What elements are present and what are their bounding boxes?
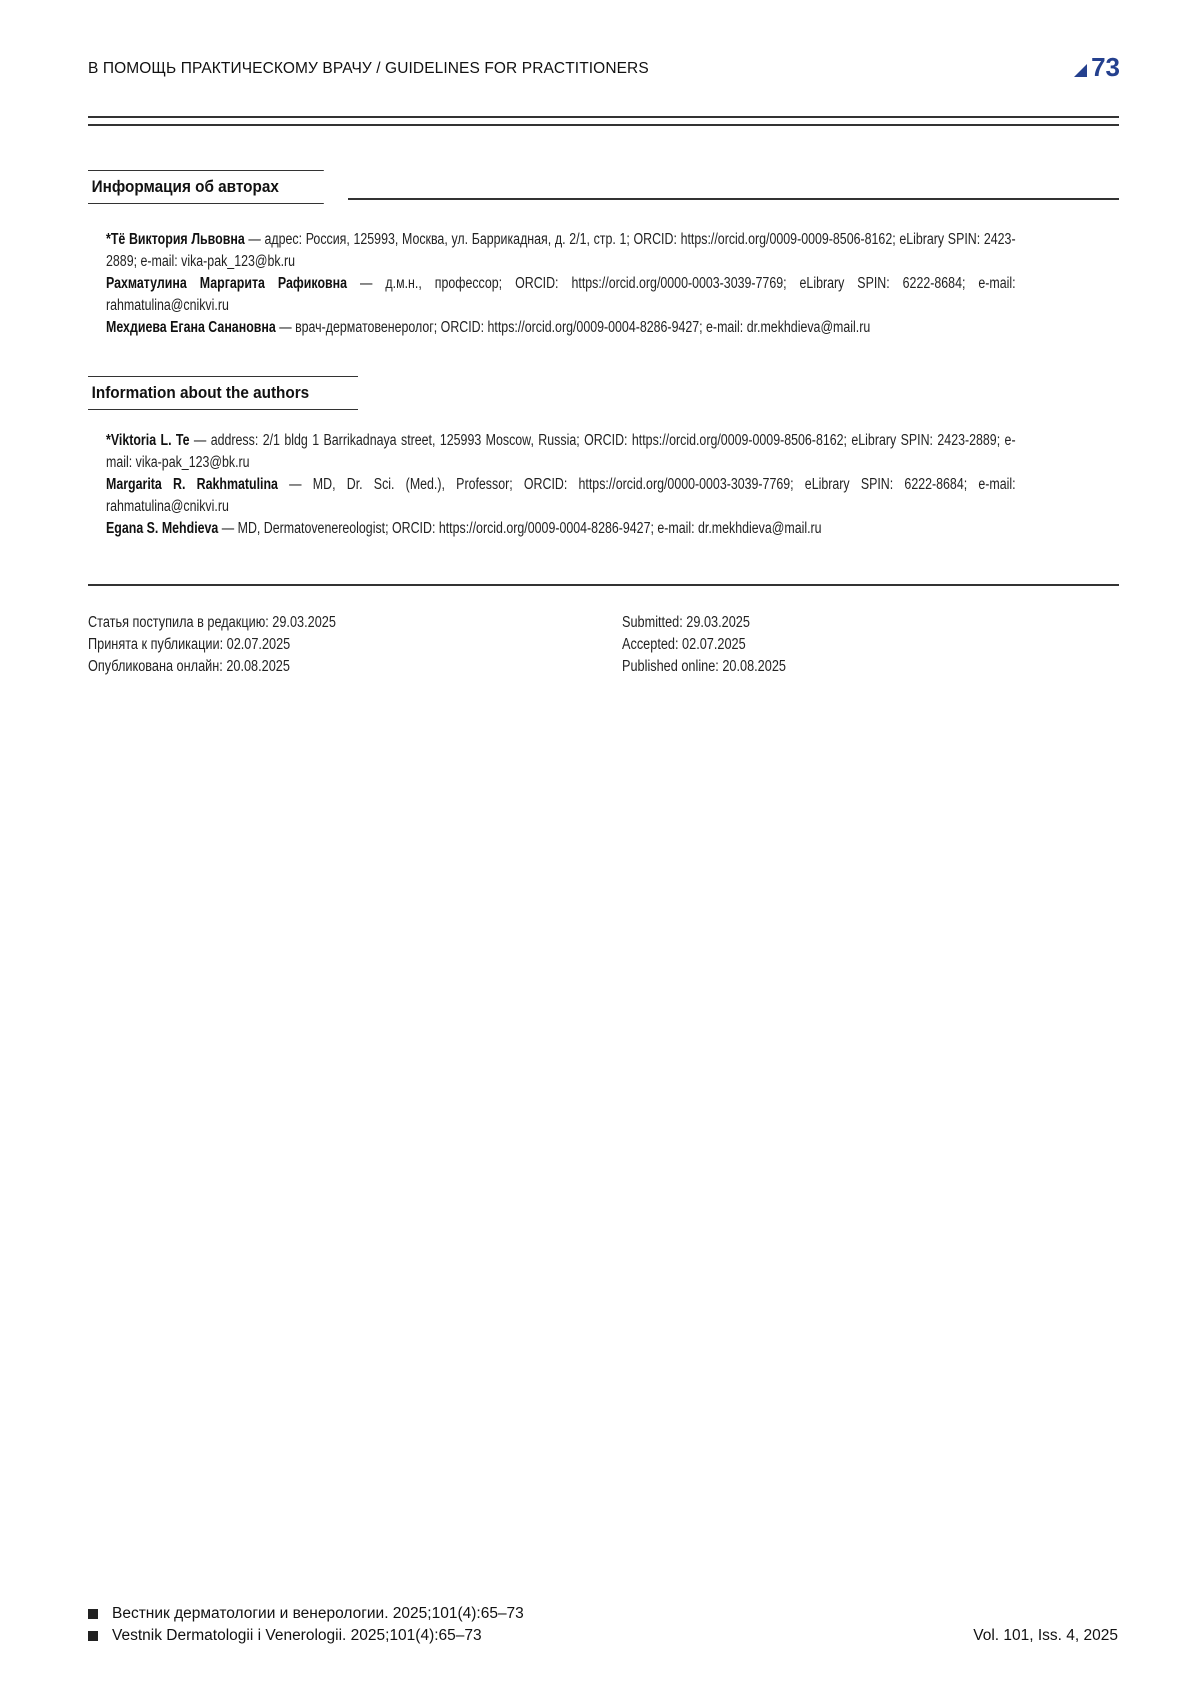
authors-en-heading: Information about the authors <box>88 376 358 410</box>
footer-citation-en <box>88 1627 482 1645</box>
square-bullet-icon <box>88 1609 98 1619</box>
author-details: — врач-дерматовенеролог; ORCID: https://orcid.org/0009-0004-8286-9427; e-mail: dr.mekhdieva@mail.ru <box>275 319 871 336</box>
authors-ru-heading: Информация об авторах <box>88 170 324 204</box>
triangle-icon <box>1074 64 1087 77</box>
author-entry <box>106 273 1016 317</box>
author-name: Мехдиева Егана Санановна <box>106 319 276 336</box>
author-details: — д.м.н., профессор; ORCID: https://orcid.org/0000-0003-3039-7769; eLibrary SPIN: 6222-8684; e-mail: rahmatulina@cnikvi.ru <box>106 275 1016 314</box>
author-name: *Тё Виктория Львовна <box>106 231 245 248</box>
authors-en-list <box>106 430 1016 540</box>
square-bullet-icon <box>88 1631 98 1641</box>
authors-ru-heading-rule <box>348 198 1119 200</box>
author-details: — MD, Dermatovenereologist; ORCID: https://orcid.org/0009-0004-8286-9427; e-mail: dr.mekhdieva@mail.ru <box>218 520 822 537</box>
page-number <box>1074 52 1120 83</box>
author-name: Рахматулина Маргарита Рафиковна <box>106 275 348 292</box>
header-rule-bottom <box>88 124 1119 126</box>
author-details: — MD, Dr. Sci. (Med.), Professor; ORCID: https://orcid.org/0000-0003-3039-7769; eLibrary SPIN: 6222-8684; e-mail: rahmatulina@cnikvi.ru <box>106 476 1016 515</box>
author-entry <box>106 430 1016 474</box>
author-entry <box>106 474 1016 518</box>
citation-ru-text: Вестник дерматологии и венерологии. 2025;101(4):65–73 <box>112 1605 524 1622</box>
author-entry <box>106 518 1016 540</box>
date-published: Опубликована онлайн: 20.08.2025 <box>88 658 290 675</box>
author-details: — адрес: Россия, 125993, Москва, ул. Баррикадная, д. 2/1, стр. 1; ORCID: https://orcid.org/0009-0009-8506-8162; eLibrary SPIN: 2423-2889; e-mail: vika-pak_123@bk.ru <box>106 231 1016 270</box>
dates-en <box>622 612 786 678</box>
author-entry <box>106 317 1016 339</box>
authors-ru-list <box>106 229 1016 339</box>
section-divider <box>88 584 1119 586</box>
date-submitted: Submitted: 29.03.2025 <box>622 614 750 631</box>
page-number-text: 73 <box>1091 52 1120 82</box>
footer-citation-ru <box>88 1605 524 1623</box>
running-header: В ПОМОЩЬ ПРАКТИЧЕСКОМУ ВРАЧУ / GUIDELINES FOR PRACTITIONERS <box>88 60 649 77</box>
author-name: Margarita R. Rakhmatulina <box>106 476 278 493</box>
dates-ru <box>88 612 336 678</box>
header-rule-top <box>88 116 1119 118</box>
date-accepted: Принята к публикации: 02.07.2025 <box>88 636 291 653</box>
author-entry <box>106 229 1016 273</box>
date-accepted: Accepted: 02.07.2025 <box>622 636 746 653</box>
date-submitted: Статья поступила в редакцию: 29.03.2025 <box>88 614 336 631</box>
author-name: Egana S. Mehdieva <box>106 520 219 537</box>
author-name: *Viktoria L. Te <box>106 432 190 449</box>
footer-volume: Vol. 101, Iss. 4, 2025 <box>973 1627 1118 1644</box>
date-published: Published online: 20.08.2025 <box>622 658 786 675</box>
citation-en-text: Vestnik Dermatologii i Venerologii. 2025;101(4):65–73 <box>112 1627 482 1644</box>
author-details: — address: 2/1 bldg 1 Barrikadnaya street, 125993 Moscow, Russia; ORCID: https://orcid.org/0009-0009-8506-8162; eLibrary SPIN: 2423-2889; e-mail: vika-pak_123@bk.ru <box>106 432 1016 471</box>
